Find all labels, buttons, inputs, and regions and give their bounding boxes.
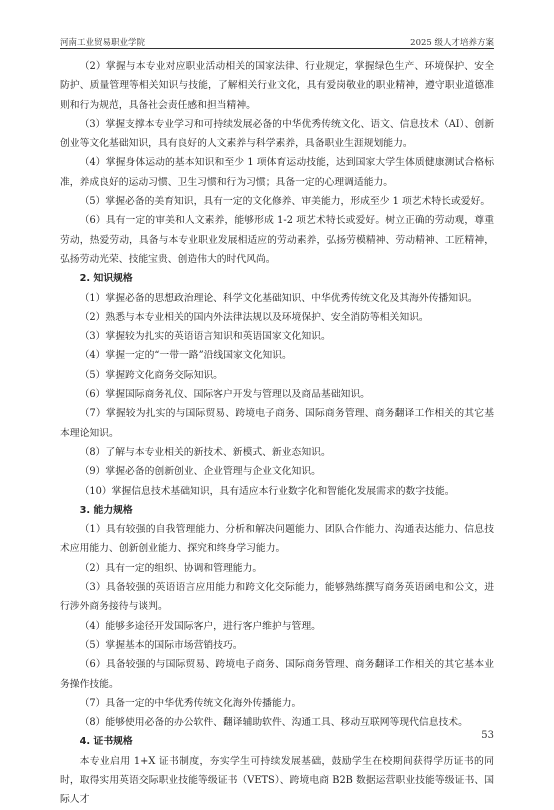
ability-item: （7）具备一定的中华优秀传统文化海外传播能力。 <box>79 697 302 709</box>
knowledge-item: （5）掌握跨文化商务交际知识。 <box>79 369 223 381</box>
quality-item: （5）掌握必备的美育知识，具有一定的文化修养、审美能力，形成至少 1 项艺术特长或爱好。 <box>79 196 491 208</box>
ability-item: （5）掌握基本的国际市场营销技巧。 <box>79 639 243 651</box>
certificate-paragraph: 本专业启用 1+X 证书制度，夯实学生可持续发展基础，鼓励学生在校期间获得学历证书的同时，取得实用英语交际职业技能等级证书（VETS）、跨境电商 B2B 数据运营职业技能等级证书、国际人才 <box>60 755 494 806</box>
knowledge-item: （2）熟悉与本专业相关的国内外法律法规以及环境保护、安全消防等相关知识。 <box>79 311 429 323</box>
quality-item: （4）掌握身体运动的基本知识和至少 1 项体育运动技能，达到国家大学生体质健康测试合格标准，养成良好的运动习惯、卫生习惯和行为习惯；具备一定的心理调适能力。 <box>60 157 494 188</box>
ability-heading: 3. 能力规格 <box>79 504 133 516</box>
ability-item: （3）具备较强的英语语言应用能力和跨文化交际能力，能够熟练撰写商务英语函电和公文，进行涉外商务接待与谈判。 <box>60 582 494 613</box>
knowledge-heading: 2. 知识规格 <box>79 273 133 285</box>
quality-item: （3）掌握支撑本专业学习和可持续发展必备的中华优秀传统文化、语文、信息技术（AI）、创新创业等文化基础知识，具有良好的人文素养与科学素养，具备职业生涯规划能力。 <box>60 118 494 150</box>
knowledge-item: （1）掌握必备的思想政治理论、科学文化基础知识、中华优秀传统文化及其海外传播知识。 <box>79 292 478 304</box>
knowledge-item: （7）掌握较为扎实的与国际贸易、跨境电子商务、国际商务管理、商务翻译工作相关的其它基本理论知识。 <box>60 408 494 439</box>
ability-item: （8）能够使用必备的办公软件、翻译辅助软件、沟通工具、移动互联网等现代信息技术。 <box>79 717 468 729</box>
page-content <box>60 57 494 810</box>
quality-item: （2）掌握与本专业对应职业活动相关的国家法律、行业规定，掌握绿色生产、环境保护、安全防护、质量管理等相关知识与技能，了解相关行业文化，具有爱岗敬业的职业精神，遵守职业道德准则和行为规范，具备社会责任感和担当精神。 <box>60 61 494 111</box>
header-school-name: 河南工业贸易职业学院 <box>60 38 146 48</box>
knowledge-item: （9）掌握必备的创新创业、企业管理与企业文化知识。 <box>79 466 321 478</box>
header-document-title: 2025 级人才培养方案 <box>410 38 494 48</box>
ability-item: （1）具有较强的自我管理能力、分析和解决问题能力、团队合作能力、沟通表达能力、信息技术应用能力、创新创业能力、探究和终身学习能力。 <box>60 524 494 555</box>
knowledge-item: （3）掌握较为扎实的英语语言知识和英语国家文化知识。 <box>79 331 331 343</box>
ability-item: （6）具备较强的与国际贸易、跨境电子商务、国际商务管理、商务翻译工作相关的其它基本业务操作技能。 <box>60 659 494 690</box>
knowledge-item: （10）掌握信息技术基础知识，具有适应本行业数字化和智能化发展需求的数字技能。 <box>79 485 455 497</box>
ability-item: （4）能够多途径开发国际客户，进行客户维护与管理。 <box>79 620 321 632</box>
page-number: 53 <box>481 730 494 741</box>
ability-item: （2）具有一定的组织、协调和管理能力。 <box>79 562 263 574</box>
page-header <box>60 34 494 49</box>
quality-item: （6）具有一定的审美和人文素养，能够形成 1-2 项艺术特长或爱好。树立正确的劳动观，尊重劳动，热爱劳动，具备与本专业职业发展相适应的劳动素养，弘扬劳模精神、劳动精神、工匠精神，弘扬劳动光荣、技能宝贵、创造伟大的时代风尚。 <box>60 215 494 265</box>
certificate-heading: 4. 证书规格 <box>79 736 133 748</box>
knowledge-item: （4）掌握一定的“一带一路”沿线国家文化知识。 <box>79 350 292 362</box>
knowledge-item: （8）了解与本专业相关的新技术、新模式、新业态知识。 <box>79 446 331 458</box>
knowledge-item: （6）掌握国际商务礼仪、国际客户开发与管理以及商品基础知识。 <box>79 389 370 401</box>
